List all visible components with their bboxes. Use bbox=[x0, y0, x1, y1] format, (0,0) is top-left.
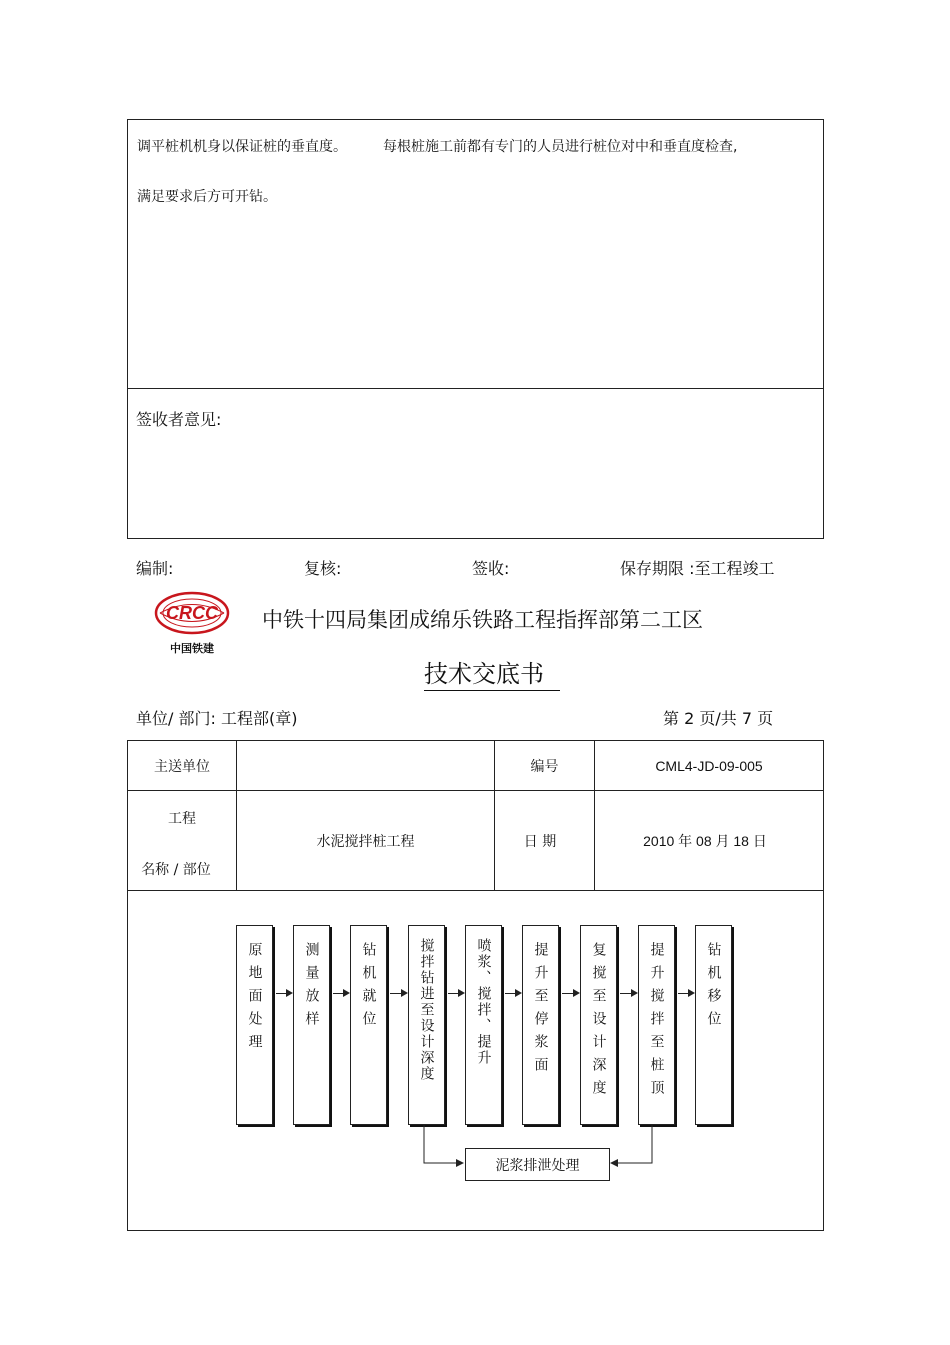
flow-step-4-text: 搅拌钻进至设计深度 bbox=[418, 938, 435, 1082]
number-label: 编号 bbox=[530, 758, 559, 775]
date-value: 2010 年 08 月 18 日 bbox=[643, 832, 767, 849]
retention-label: 保存期限 :至工程竣工 bbox=[620, 559, 775, 578]
flow-step-3-text: 钻机就位 bbox=[360, 942, 377, 1034]
number-value: CML4-JD-09-005 bbox=[655, 757, 763, 774]
flow-step-6-text: 提升至停浆面 bbox=[532, 942, 549, 1080]
notes-line-2: 满足要求后方可开钻。 bbox=[137, 189, 277, 205]
flow-step-8-text: 提升搅拌至桩顶 bbox=[648, 942, 665, 1103]
receive-label: 签收: bbox=[472, 559, 510, 578]
page-indicator: 第 2 页/共 7 页 bbox=[663, 709, 774, 728]
project-value: 水泥搅拌桩工程 bbox=[316, 833, 415, 850]
receiver-opinion-label: 签收者意见: bbox=[136, 410, 222, 429]
notes-line-1b: 每根桩施工前都有专门的人员进行桩位对中和垂直度检查, bbox=[383, 139, 738, 155]
unit-department: 单位/ 部门: 工程部(章) bbox=[136, 709, 298, 728]
logo-text: CRCC bbox=[166, 603, 218, 623]
flow-step-9-text: 钻机移位 bbox=[705, 942, 722, 1034]
mud-discharge-box: 泥浆排泄处理 bbox=[465, 1148, 610, 1181]
date-label: 日 期 bbox=[523, 833, 557, 850]
project-label-line1: 工程 bbox=[168, 811, 196, 827]
logo-caption: 中国铁建 bbox=[170, 642, 214, 655]
notes-line-1a: 调平桩机机身以保证桩的垂直度。 bbox=[137, 139, 347, 155]
project-label-line2: 名称 / 部位 bbox=[141, 862, 211, 878]
flow-step-5-text: 喷浆、搅拌、提升 bbox=[475, 938, 492, 1066]
sender-label: 主送单位 bbox=[154, 758, 210, 775]
document-title: 技术交底书 bbox=[424, 654, 560, 691]
flow-step-1-text: 原地面处理 bbox=[246, 942, 263, 1057]
flow-step-7-text: 复搅至设计深度 bbox=[590, 942, 607, 1103]
review-label: 复核: bbox=[304, 559, 342, 578]
compile-label: 编制: bbox=[136, 559, 174, 578]
flow-step-2-text: 测量放样 bbox=[303, 942, 320, 1034]
organization-name: 中铁十四局集团成绵乐铁路工程指挥部第二工区 bbox=[262, 608, 703, 632]
